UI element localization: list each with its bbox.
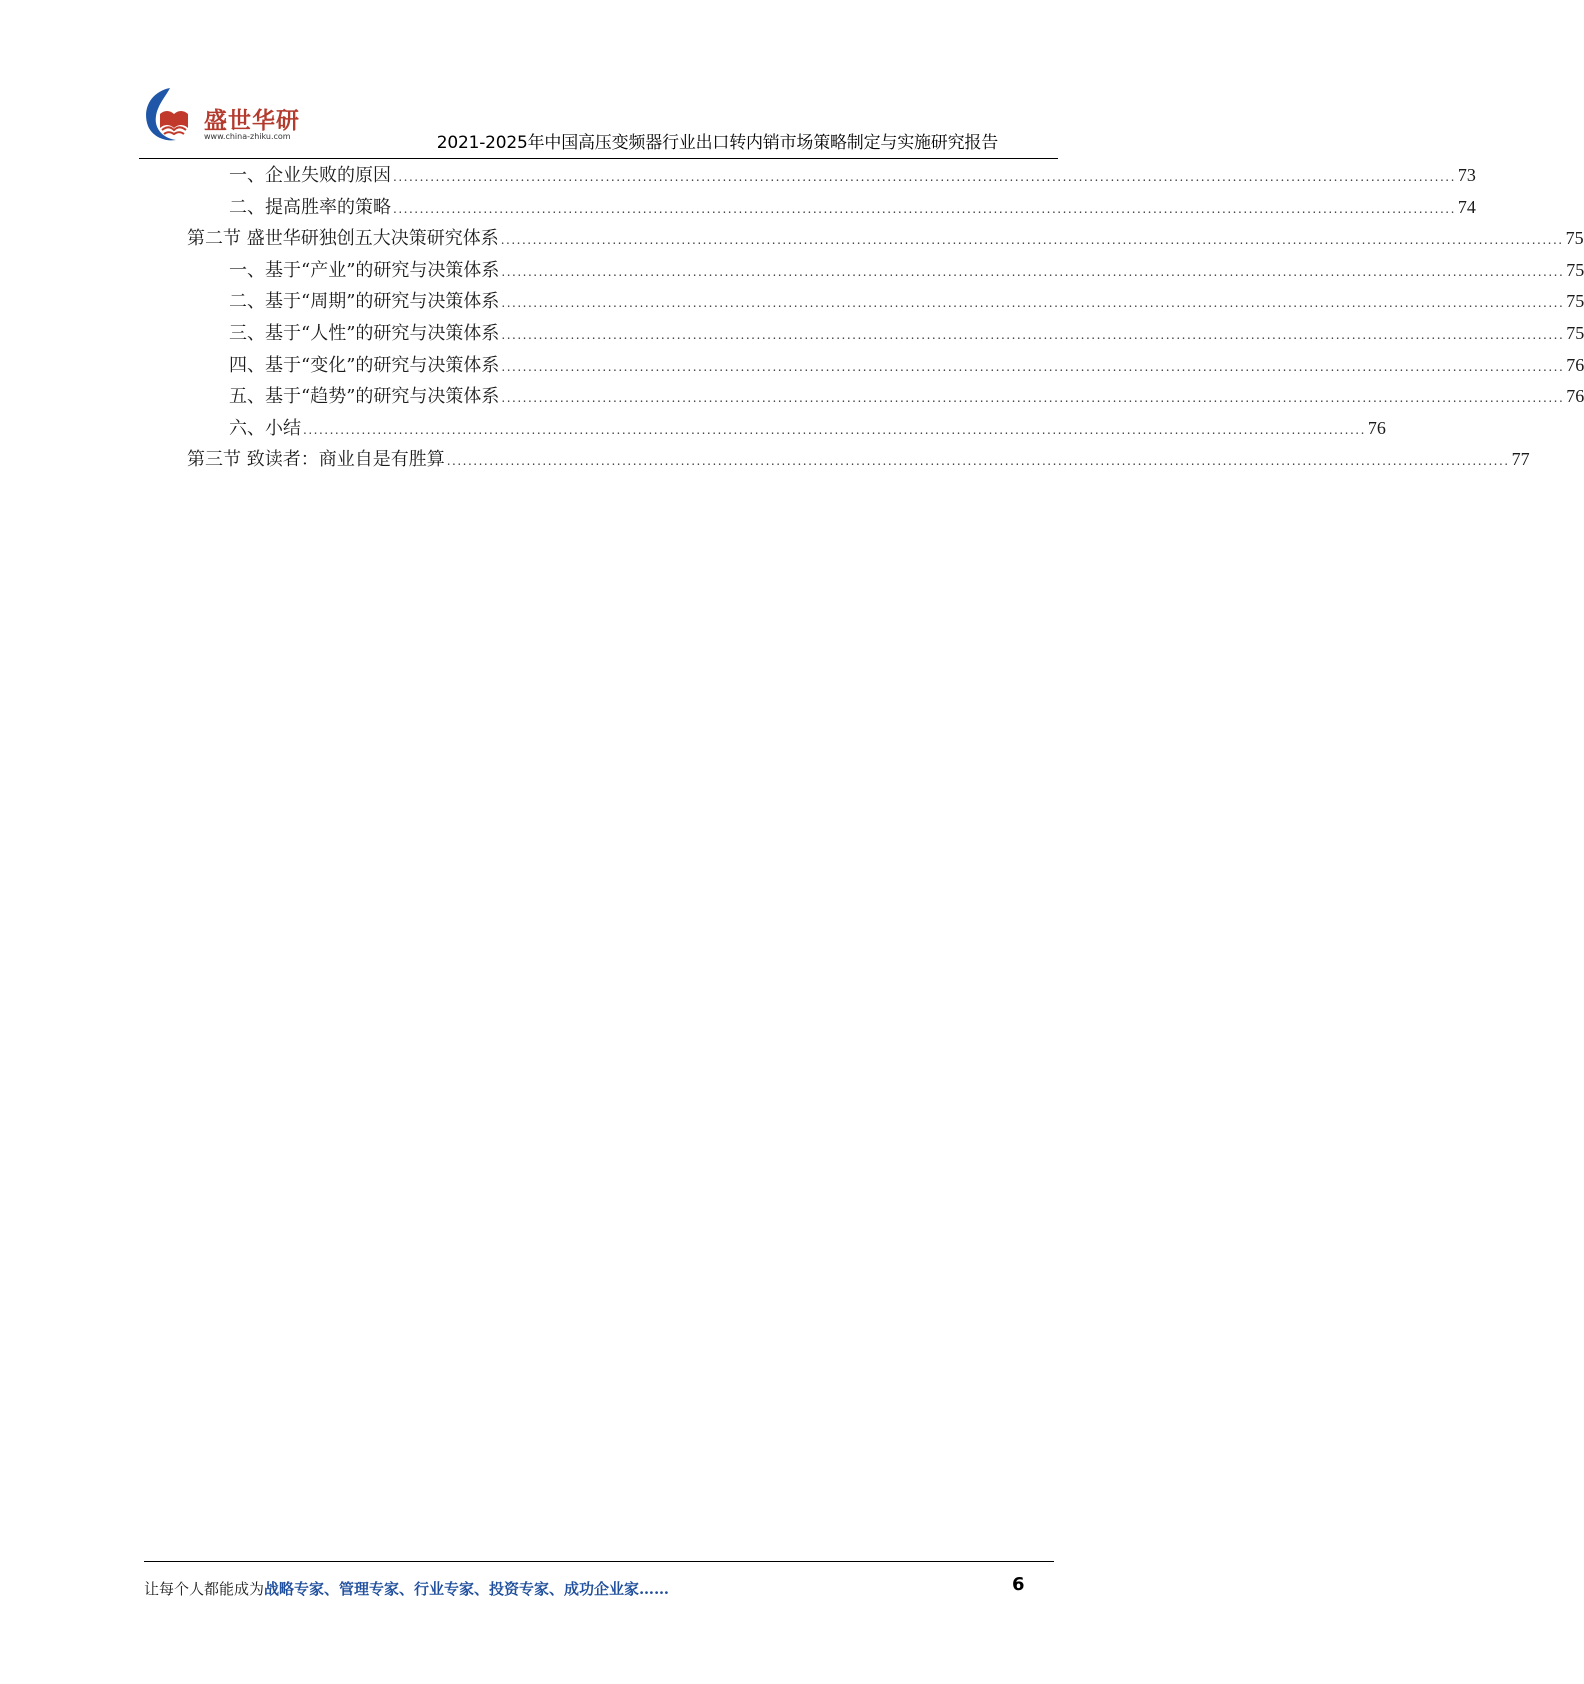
toc-entry-page: 74 bbox=[1457, 196, 1476, 217]
toc-entry-page: 75 bbox=[1566, 291, 1584, 312]
toc-entry-page: 76 bbox=[1566, 354, 1584, 375]
toc-entry[interactable] bbox=[187, 192, 1476, 224]
toc-entry-label: 一、基于“产业”的研究与决策体系 bbox=[229, 259, 500, 281]
toc-entry-page: 75 bbox=[1566, 259, 1584, 280]
page-number: 6 bbox=[1012, 1574, 1025, 1595]
toc-entry[interactable] bbox=[187, 160, 1476, 192]
toc-leader-dots: ........................................................................................................................................................................................................ bbox=[303, 422, 1366, 437]
toc-leader-dots: ........................................................................................................................................................................................................ bbox=[501, 391, 1565, 406]
toc-leader-dots: ........................................................................................................................................................................................................ bbox=[446, 454, 1510, 469]
toc-section-entry[interactable] bbox=[187, 223, 1584, 255]
toc-entry-page: 76 bbox=[1566, 386, 1584, 407]
company-logo bbox=[140, 84, 320, 148]
slogan-prefix: 让每个人都能成为 bbox=[144, 1580, 265, 1598]
logo-url: www.china-zhiku.com bbox=[204, 132, 291, 141]
toc-entry-page: 73 bbox=[1457, 165, 1476, 185]
toc-entry[interactable] bbox=[187, 381, 1584, 413]
logo-text: 盛世华研 bbox=[204, 108, 300, 134]
toc-entry-page: 75 bbox=[1565, 228, 1584, 249]
toc-entry[interactable] bbox=[187, 413, 1386, 445]
toc-entry-label: 二、基于“周期”的研究与决策体系 bbox=[229, 291, 500, 313]
report-title: 2021-2025年中国高压变频器行业出口转内销市场策略制定与实施研究报告 bbox=[436, 133, 998, 153]
footer-divider bbox=[144, 1561, 1054, 1562]
toc-entry-label: 第三节 致读者：商业自是有胜算 bbox=[187, 449, 445, 471]
toc-entry-label: 二、提高胜率的策略 bbox=[229, 196, 391, 218]
toc-leader-dots: ........................................................................................................................................................................................................ bbox=[501, 359, 1565, 374]
toc-entry-label: 三、基于“人性”的研究与决策体系 bbox=[229, 322, 500, 344]
toc-leader-dots: ........................................................................................................................................................................................................ bbox=[501, 264, 1565, 279]
toc-leader-dots: ........................................................................................................................................................................................................ bbox=[393, 201, 1456, 216]
toc-entry[interactable] bbox=[187, 286, 1584, 318]
toc-entry[interactable] bbox=[187, 318, 1584, 350]
toc-entry[interactable] bbox=[187, 255, 1584, 287]
toc-leader-dots: ........................................................................................................................................................................................................ bbox=[393, 170, 1456, 184]
logo-emblem-icon bbox=[140, 84, 204, 148]
header-divider bbox=[139, 158, 1058, 159]
toc-leader-dots: ........................................................................................................................................................................................................ bbox=[501, 327, 1565, 342]
toc-entry-label: 六、小结 bbox=[229, 417, 301, 439]
table-of-contents bbox=[187, 160, 1584, 476]
toc-leader-dots: ........................................................................................................................................................................................................ bbox=[500, 233, 1564, 248]
toc-entry-label: 一、企业失败的原因 bbox=[229, 165, 391, 186]
toc-entry-label: 五、基于“趋势”的研究与决策体系 bbox=[229, 386, 500, 408]
toc-entry-page: 75 bbox=[1566, 322, 1584, 343]
slogan-highlight: 战略专家、管理专家、行业专家、投资专家、成功企业家…… bbox=[264, 1580, 670, 1598]
footer-slogan bbox=[144, 1578, 669, 1599]
toc-leader-dots: ........................................................................................................................................................................................................ bbox=[501, 296, 1565, 311]
toc-entry[interactable] bbox=[187, 350, 1584, 382]
toc-entry-label: 四、基于“变化”的研究与决策体系 bbox=[229, 354, 500, 376]
toc-entry-page: 77 bbox=[1511, 449, 1530, 470]
toc-entry-page: 76 bbox=[1367, 417, 1386, 438]
toc-entry-label: 第二节 盛世华研独创五大决策研究体系 bbox=[187, 228, 499, 250]
toc-section-entry[interactable] bbox=[187, 444, 1530, 476]
